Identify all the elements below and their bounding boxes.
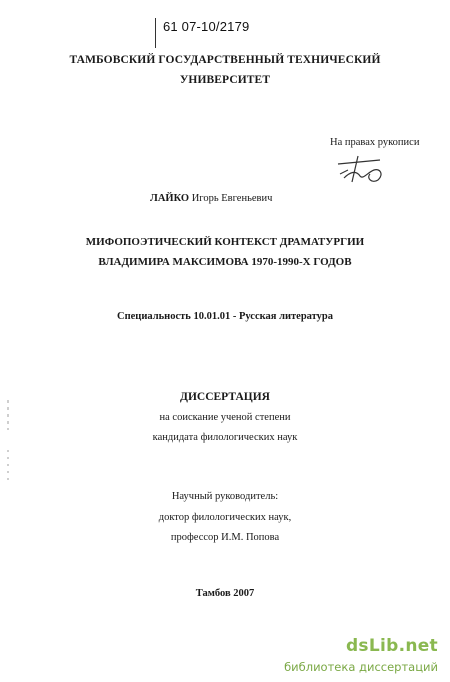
author-given-name: Игорь Евгеньевич bbox=[191, 193, 273, 204]
degree-line-1: на соискание ученой степени bbox=[159, 412, 291, 423]
watermark-logo: dsLib.net bbox=[345, 636, 438, 656]
city-year: Тамбов 2007 bbox=[195, 588, 255, 599]
author-surname: ЛАЙКО bbox=[150, 193, 190, 204]
degree-line-2: кандидата филологических наук bbox=[152, 432, 298, 443]
stamp-border bbox=[155, 18, 156, 48]
dissertation-heading: ДИССЕРТАЦИЯ bbox=[180, 391, 270, 403]
supervisor-name: профессор И.М. Попова bbox=[170, 532, 280, 543]
author-name bbox=[150, 193, 272, 204]
thesis-title-line-1: МИФОПОЭТИЧЕСКИЙ КОНТЕКСТ ДРАМАТУРГИИ bbox=[85, 236, 365, 248]
archive-stamp-number: 61 07-10/2179 bbox=[163, 19, 250, 34]
handwritten-signature bbox=[330, 150, 390, 190]
rights-note: На правах рукописи bbox=[330, 137, 420, 148]
margin-scan-marks bbox=[6, 400, 10, 480]
watermark-subtitle: библиотека диссертаций bbox=[284, 660, 438, 674]
supervisor-label: Научный руководитель: bbox=[171, 491, 279, 502]
university-line-1: ТАМБОВСКИЙ ГОСУДАРСТВЕННЫЙ ТЕХНИЧЕСКИЙ bbox=[69, 54, 381, 66]
university-line-2: УНИВЕРСИТЕТ bbox=[179, 74, 271, 86]
supervisor-degree: доктор филологических наук, bbox=[158, 512, 292, 523]
thesis-title-line-2: ВЛАДИМИРА МАКСИМОВА 1970-1990-Х ГОДОВ bbox=[98, 256, 352, 268]
specialty: Специальность 10.01.01 - Русская литература bbox=[116, 311, 333, 322]
